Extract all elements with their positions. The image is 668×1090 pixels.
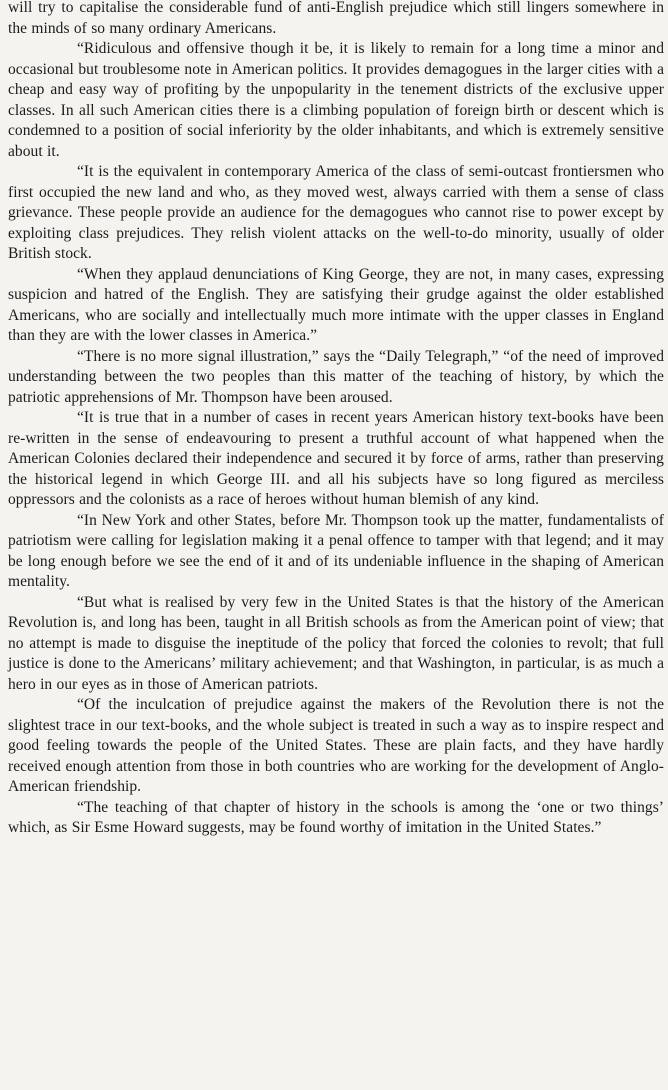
paragraph-10: “The teaching of that chapter of history in the schools is among the ‘one or two things’ which, as Sir Esme Howard suggests, may be found worthy of imitation in the United States.” [8,798,664,836]
article-body [8,0,664,839]
paragraph-4: “When they applaud denunciations of King George, they are not, in many cases, expressing suspicion and hatred of the English. They are satisfying their grudge against the older established Americans, who are socially and intellectually much more intimate with the upper classes in England than they are with the lower classes in America.” [8,265,664,344]
paragraph-9: “Of the inculcation of prejudice against the makers of the Revolution there is not the slightest trace in our text-books, and the whole subject is treated in such a way as to inspire respect and good feeling towards the people of the United States. These are plain facts, and they have hardly received enough attention from those in both countries who are working for the development of Anglo-American friendship. [8,696,664,795]
paragraph-3: “It is the equivalent in contemporary America of the class of semi-outcast frontiersmen who first occupied the new land and who, as they moved west, always carried with them a sense of class grievance. These people provide an audience for the demagogues who cannot rise to power except by exploiting class prejudices. They relish violent attacks on the well-to-do minority, usually of older British stock. [8,163,664,262]
paragraph-8: “But what is realised by very few in the United States is that the history of the American Revolution is, and long has been, taught in all British schools as from the American point of view; that no attempt is made to disguise the ineptitude of the policy that forced the colonies to revolt; that full justice is done to the Americans’ military achievement; and that Washington, in particular, is as much a hero in our eyes as in those of American patriots. [8,593,664,693]
paragraph-2: “Ridiculous and offensive though it be, it is likely to remain for a long time a minor and occasional but troublesome note in American politics. It provides demagogues in the larger cities with a cheap and easy way of profiting by the unpopularity in the tenement districts of the exclusive upper classes. In all such American cities there is a climbing population of foreign birth or descent which is condemned to a position of social inferiority by the older inhabitants, and which is extremely sensitive about it. [8,40,664,160]
paragraph-7: “In New York and other States, before Mr. Thompson took up the matter, fundamentalists of patriotism were calling for legislation making it a penal offence to tamper with that legend; and it may be long enough before we see the end of it and of its undeniable influence in the shaping of American mentality. [8,511,664,590]
paragraph-1: will try to capitalise the considerable fund of anti-English prejudice which still lingers somewhere in the minds of so many ordinary Americans. [8,0,664,37]
paragraph-5: “There is no more signal illustration,” says the “Daily Telegraph,” “of the need of improved understanding between the two peoples than this matter of the teaching of history, by which the patriotic apprehensions of Mr. Thompson have been aroused. [8,347,664,406]
paragraph-6: “It is true that in a number of cases in recent years American history text-books have been re-written in the sense of endeavouring to present a truthful account of what happened when the American Colonies declared their independence and secured it by force of arms, rather than preserving the historical legend in which George III. and all his subjects have so long figured as merciless oppressors and the colonists as a race of heroes without human blemish of any kind. [8,409,664,508]
